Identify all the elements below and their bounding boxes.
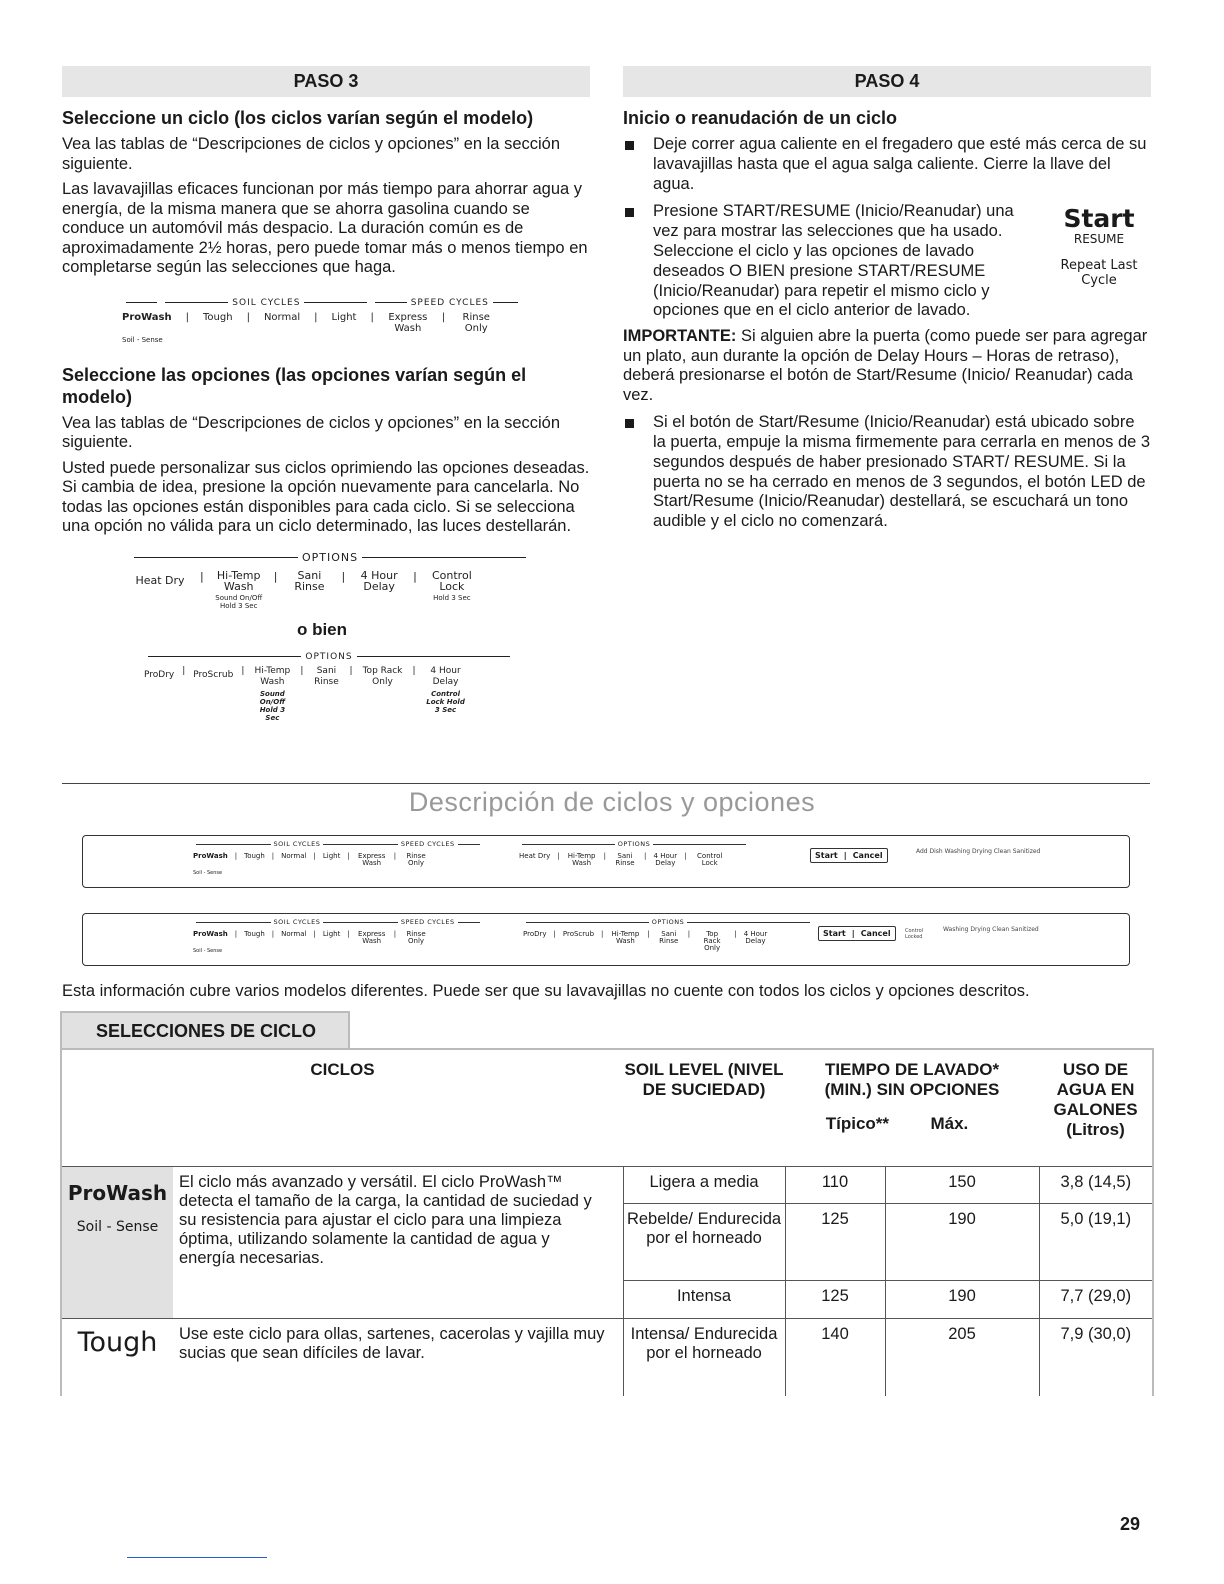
wp1-prowash[interactable]: ProWash bbox=[193, 852, 228, 860]
speed-cycles-label: SPEED CYCLES bbox=[410, 297, 489, 308]
wp2-start[interactable]: Start bbox=[823, 929, 846, 938]
wp1-soil-cycles: SOIL CYCLES bbox=[273, 840, 321, 848]
heat-dry-button[interactable]: Heat Dry bbox=[135, 573, 185, 587]
wp1-sani[interactable]: Sani Rinse bbox=[615, 852, 635, 867]
options-paragraph-1: Vea las tablas de “Descripciones de ciclos y opciones” en la sección siguiente. bbox=[62, 413, 561, 451]
wp2-express[interactable]: Express Wash bbox=[358, 930, 386, 945]
wp1-cancel[interactable]: Cancel bbox=[852, 851, 883, 860]
prowash-water-2: 5,0 (19,1) bbox=[1039, 1203, 1153, 1280]
prowash-button[interactable]: ProWash bbox=[122, 311, 172, 323]
start-big-label: Start bbox=[1063, 204, 1135, 233]
cycle-table bbox=[60, 1048, 1152, 1394]
table-row bbox=[61, 1318, 1153, 1396]
normal-button[interactable]: Normal bbox=[263, 311, 301, 323]
sound-hold-label-2: Sound On/Off Hold 3 Sec bbox=[259, 689, 286, 722]
header-soil-level: SOIL LEVEL (NIVEL DE SUCIEDAD) bbox=[623, 1049, 785, 1166]
wp1-lock[interactable]: Control Lock bbox=[697, 852, 723, 867]
wp2-normal[interactable]: Normal bbox=[281, 930, 307, 938]
light-button[interactable]: Light bbox=[331, 311, 357, 323]
sani-rinse-button-2[interactable]: Sani Rinse bbox=[314, 665, 339, 687]
table-row bbox=[61, 1166, 1153, 1203]
options-panel-diagram-2: OPTIONS ProDry | ProScrub | Hi-Temp Wash Sound On/Off Hold 3 Sec | Sani Rinse | Top Rack Only | 4 Hour Delay Control Lock Hold 3 Sec bbox=[144, 652, 514, 722]
wp2-start-cancel: Start | Cancel bbox=[818, 926, 896, 941]
footer-line bbox=[127, 1557, 267, 1558]
options-heading: Seleccione las opciones (las opciones varían según el modelo) bbox=[62, 364, 527, 407]
control-lock-button[interactable]: Control Lock bbox=[431, 568, 472, 593]
header-cycles: CICLOS bbox=[61, 1049, 623, 1166]
step4-title: PASO 4 bbox=[623, 66, 1151, 97]
prowash-sub: Soil - Sense bbox=[76, 1218, 159, 1235]
wp2-hi-temp[interactable]: Hi-Temp Wash bbox=[611, 930, 640, 945]
options-paragraph-2: Usted puede personalizar sus ciclos oprimiendo las opciones deseadas. Si cambia de idea, presione la opción nuevamente para cancelarla. No todas las opciones están disponibles para cada ciclo. Si se selecciona una opción no válida para un ciclo determinado, las luces destellarán. bbox=[62, 458, 590, 535]
repeat-last-label: Repeat Last Cycle bbox=[1060, 258, 1138, 288]
top-rack-only-button[interactable]: Top Rack Only bbox=[362, 665, 403, 687]
section-divider bbox=[62, 783, 1150, 784]
important-text: Si alguien abre la puerta (como puede ser para agregar un plato, aun durante la opción de Delay Hours – Horas de retraso), deberá presionarse el botón de Start/Resume (Inicio/ Reanudar) cada vez. bbox=[623, 327, 1148, 404]
wp2-options: OPTIONS bbox=[651, 918, 685, 926]
wp1-normal[interactable]: Normal bbox=[281, 852, 307, 860]
prowash-water-1: 3,8 (14,5) bbox=[1039, 1166, 1153, 1203]
options-label-2: OPTIONS bbox=[305, 651, 353, 662]
cycle-panel-diagram: SOIL CYCLES SPEED CYCLES ProWash | Tough | Normal | Light | Express Wash | Rinse Only Soil - Sense bbox=[122, 298, 542, 344]
soil-cycles-label: SOIL CYCLES bbox=[232, 297, 301, 308]
models-note: Esta información cubre varios modelos diferentes. Puede ser que su lavavajillas no cuente con todos los ciclos y opciones descritos. bbox=[62, 982, 1030, 1000]
wp2-prodry[interactable]: ProDry bbox=[523, 930, 547, 938]
wp2-rinse[interactable]: Rinse Only bbox=[406, 930, 426, 945]
four-hour-delay-button[interactable]: 4 Hour Delay bbox=[360, 568, 398, 593]
wp1-hi-temp[interactable]: Hi-Temp Wash bbox=[567, 852, 596, 867]
wp1-delay[interactable]: 4 Hour Delay bbox=[653, 852, 678, 867]
express-wash-button[interactable]: Express Wash bbox=[388, 311, 428, 334]
options-label: OPTIONS bbox=[301, 550, 359, 564]
wp1-start[interactable]: Start bbox=[815, 851, 838, 860]
resume-small-label: RESUME bbox=[1073, 232, 1125, 246]
hi-temp-wash-button[interactable]: Hi-Temp Wash bbox=[216, 568, 261, 593]
start-button-illustration bbox=[1053, 206, 1145, 288]
wp2-sani[interactable]: Sani Rinse bbox=[659, 930, 679, 945]
wp1-options: OPTIONS bbox=[617, 840, 651, 848]
prowash-typical-2: 125 bbox=[785, 1203, 885, 1280]
step3-column bbox=[62, 66, 590, 722]
prowash-name: ProWash bbox=[67, 1180, 168, 1205]
or-label: o bien bbox=[296, 619, 348, 639]
header-water-use: USO DE AGUA EN GALONES (Litros) bbox=[1039, 1049, 1153, 1166]
tough-desc: Use este ciclo para ollas, sartenes, cacerolas y vajilla muy sucias que sean difíciles de lavar. bbox=[173, 1318, 623, 1396]
prowash-max-3: 190 bbox=[885, 1280, 1039, 1318]
wp2-tough[interactable]: Tough bbox=[244, 930, 265, 938]
rinse-only-button[interactable]: Rinse Only bbox=[462, 311, 490, 334]
prowash-water-3: 7,7 (29,0) bbox=[1039, 1280, 1153, 1318]
wp1-rinse[interactable]: Rinse Only bbox=[406, 852, 426, 867]
start-heading: Inicio o reanudación de un ciclo bbox=[623, 108, 898, 128]
wp2-soil-sense: Soil - Sense bbox=[193, 948, 223, 954]
wp2-proscrub[interactable]: ProScrub bbox=[562, 930, 595, 938]
wp2-control-locked: Control Locked bbox=[905, 928, 924, 940]
hi-temp-wash-button-2[interactable]: Hi-Temp Wash bbox=[254, 665, 291, 687]
soil-sense-label: Soil - Sense bbox=[122, 335, 163, 344]
wp2-speed-cycles: SPEED CYCLES bbox=[400, 918, 455, 926]
section-title: Descripción de ciclos y opciones bbox=[408, 787, 816, 817]
wp1-heat-dry[interactable]: Heat Dry bbox=[519, 852, 551, 860]
tough-typical: 140 bbox=[785, 1318, 885, 1396]
step4-column bbox=[623, 66, 1151, 532]
cycle-paragraph-2: Las lavavajillas eficaces funcionan por más tiempo para ahorrar agua y energía, de la misma manera que se ahorra gasolina cuando se conduce un automóvil más despacio. La duración común es de aproximadamente 2½ horas, pero puede tomar más o menos tiempo en completarse según las selecciones que haga. bbox=[62, 180, 588, 276]
bullet-start-resume: Presione START/RESUME (Inicio/Reanudar) una vez para mostrar las selecciones que ha usado. Seleccione el ciclo y las opciones de lavado deseados O BIEN presione START/RESUME (Inicio/Reanudar) para repetir el mismo ciclo y opciones que en el ciclo anterior de lavado. bbox=[623, 202, 1041, 321]
prowash-typical-1: 110 bbox=[785, 1166, 885, 1203]
header-wash-time: TIEMPO DE LAVADO* (MIN.) SIN OPCIONES bbox=[824, 1060, 1000, 1099]
page-number: 29 bbox=[1120, 1514, 1141, 1534]
tough-water: 7,9 (30,0) bbox=[1039, 1318, 1153, 1396]
cycle-paragraph-1: Vea las tablas de “Descripciones de ciclos y opciones” en la sección siguiente. bbox=[62, 135, 561, 173]
wp2-cancel[interactable]: Cancel bbox=[860, 929, 891, 938]
wp1-tough[interactable]: Tough bbox=[244, 852, 265, 860]
prowash-soil-3: Intensa bbox=[623, 1280, 785, 1318]
wp1-express[interactable]: Express Wash bbox=[358, 852, 386, 867]
wp2-delay[interactable]: 4 Hour Delay bbox=[743, 930, 768, 945]
cycle-selections-tab: SELECCIONES DE CICLO bbox=[60, 1011, 350, 1049]
wp2-prowash[interactable]: ProWash bbox=[193, 930, 228, 938]
sound-hold-label: Sound On/Off Hold 3 Sec bbox=[215, 593, 263, 610]
step3-title: PASO 3 bbox=[62, 66, 590, 97]
control-panel-2: SOIL CYCLES SPEED CYCLES ProWash | Tough | Normal | Light | Express Wash | Rinse Only Soil - Sense OPTIONS ProDry | ProScrub | Hi-Temp Wash | Sani Rinse | Top Rack Only | 4 Hour Delay Start | Cancel Control Locked Washing Drying Clean Sanitized bbox=[82, 913, 1130, 966]
prowash-desc: El ciclo más avanzado y versátil. El ciclo ProWash™ detecta el tamaño de la carga, la cantidad de suciedad y su resistencia para ajustar el ciclo para una limpieza óptima, utilizando solamente la cantidad de agua y energía necesarias. bbox=[173, 1166, 623, 1318]
important-note bbox=[623, 327, 1151, 405]
options-panel-diagram-1: OPTIONS Heat Dry | Hi-Temp Wash Sound On/Off Hold 3 Sec | Sani Rinse | 4 Hour Delay | Control Lock Hold 3 Sec bbox=[130, 551, 530, 610]
header-typical: Típico** bbox=[825, 1114, 890, 1133]
prowash-max-1: 150 bbox=[885, 1166, 1039, 1203]
wp1-status: Add Dish Washing Drying Clean Sanitized bbox=[916, 848, 1041, 855]
proscrub-button[interactable]: ProScrub bbox=[193, 669, 234, 680]
wp2-status: Washing Drying Clean Sanitized bbox=[943, 926, 1039, 933]
tough-button[interactable]: Tough bbox=[203, 311, 233, 323]
control-panel-1: SOIL CYCLES SPEED CYCLES ProWash | Tough | Normal | Light | Express Wash | Rinse Only Soil - Sense OPTIONS Heat Dry | Hi-Temp Wash | Sani Rinse | 4 Hour Delay | Control Lock Start | Cancel Add Dish Washing Drying Clean Sanitized bbox=[82, 835, 1130, 888]
control-lock-hold-label: Control Lock Hold 3 Sec bbox=[426, 689, 465, 714]
header-max: Máx. bbox=[930, 1114, 969, 1133]
tough-max: 205 bbox=[885, 1318, 1039, 1396]
prowash-soil-2: Rebelde/ Endurecida por el horneado bbox=[623, 1203, 785, 1280]
wp2-top-rack[interactable]: Top Rack Only bbox=[703, 930, 721, 952]
prowash-typical-3: 125 bbox=[785, 1280, 885, 1318]
sani-rinse-button[interactable]: Sani Rinse bbox=[294, 568, 325, 593]
important-label: IMPORTANTE: bbox=[623, 327, 737, 346]
four-hour-delay-button-2[interactable]: 4 Hour Delay bbox=[430, 665, 461, 687]
tough-name: Tough bbox=[77, 1326, 158, 1358]
bullet-door: Si el botón de Start/Resume (Inicio/Reanudar) está ubicado sobre la puerta, empuje la misma firmemente para cerrarla en menos de 3 segundos después de haber presionado START/ RESUME. Si la puerta no se ha cerrado en menos de 3 segundos, el botón LED de Start/Resume (Inicio/Reanudar) destellará, se escuchará un tono audible y el ciclo no comenzará. bbox=[623, 413, 1151, 532]
prowash-max-2: 190 bbox=[885, 1203, 1039, 1280]
prowash-soil-1: Ligera a media bbox=[623, 1166, 785, 1203]
wp2-soil-cycles: SOIL CYCLES bbox=[273, 918, 321, 926]
wp1-speed-cycles: SPEED CYCLES bbox=[400, 840, 455, 848]
tough-soil: Intensa/ Endurecida por el horneado bbox=[623, 1318, 785, 1396]
wp1-start-cancel: Start | Cancel bbox=[810, 848, 888, 863]
wp1-light[interactable]: Light bbox=[322, 852, 341, 860]
bullet-hot-water: Deje correr agua caliente en el fregadero que esté más cerca de su lavavajillas hasta que el agua salga caliente. Cierre la llave del agua. bbox=[623, 135, 1151, 194]
prodry-button[interactable]: ProDry bbox=[144, 669, 175, 680]
wp1-soil-sense: Soil - Sense bbox=[193, 870, 223, 876]
cycle-heading: Seleccione un ciclo (los ciclos varían según el modelo) bbox=[62, 108, 534, 128]
wp2-light[interactable]: Light bbox=[322, 930, 341, 938]
hold-3-sec-label: Hold 3 Sec bbox=[433, 593, 471, 602]
